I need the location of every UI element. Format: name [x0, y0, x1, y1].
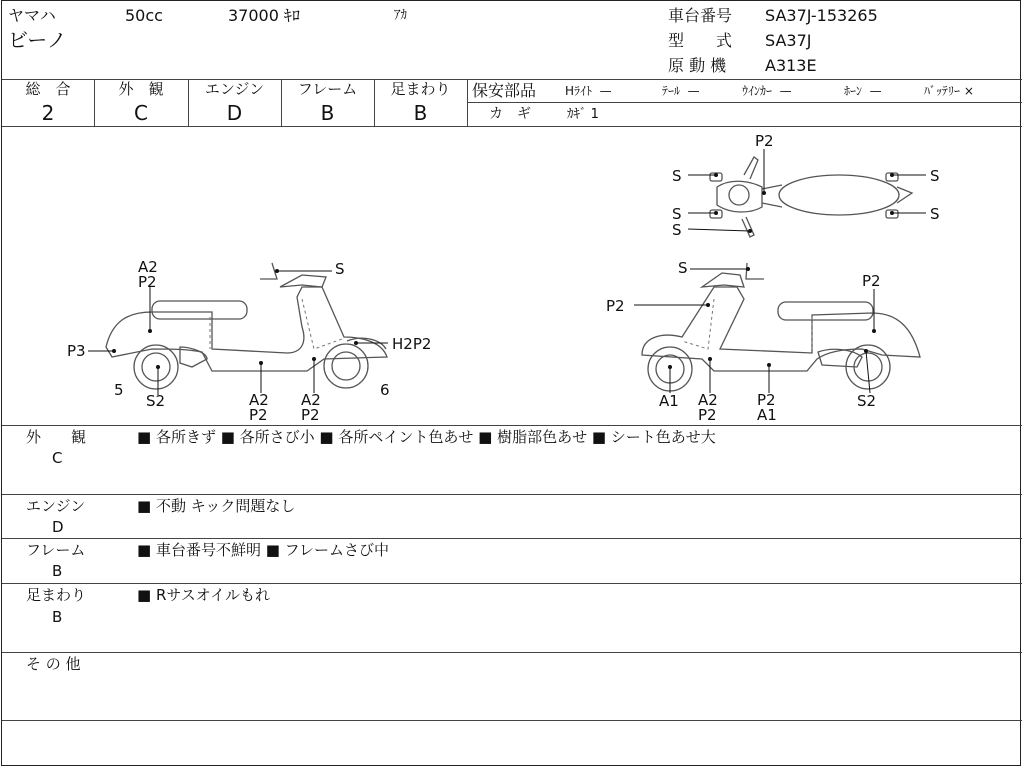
type-label: 型 式: [668, 31, 733, 50]
diagram-label: P2: [138, 273, 157, 291]
diagram-label: A1: [757, 406, 777, 424]
diagram-label: S: [930, 167, 940, 185]
remark-label: 外 観: [26, 428, 87, 446]
diagram-label: P3: [67, 342, 86, 360]
suspension-grade: B: [413, 101, 428, 125]
diagram-label: S: [335, 260, 345, 278]
diagram-label: P2: [698, 406, 717, 424]
type-value: SA37J: [765, 31, 812, 50]
diagram-label: A2: [138, 258, 158, 276]
divider: [2, 720, 1022, 721]
diagram-label: 5: [114, 381, 124, 399]
engine-grade: D: [226, 101, 243, 125]
diagram-label: P2: [757, 391, 776, 409]
frame-number: SA37J-153265: [765, 6, 878, 25]
remark-text: ■ 不動 キック問題なし: [137, 497, 296, 515]
diagram-label: P2: [249, 406, 268, 424]
frame-grade-label: フレーム: [297, 80, 358, 98]
exterior-grade-label: 外 観: [118, 80, 164, 98]
diagram-label: S: [672, 167, 682, 185]
frame-number-label: 車台番号: [668, 6, 733, 25]
remark-label: そ の 他: [26, 655, 81, 673]
mileage: 37000 ｷﾛ: [228, 6, 300, 25]
model-name: ビーノ: [8, 28, 67, 52]
leader-lines: [88, 149, 926, 395]
damage-points: [112, 173, 894, 369]
safety-item-winker: ｳｲﾝｶｰ —: [742, 84, 792, 98]
overall-grade: 2: [41, 101, 55, 125]
diagram-label: 6: [380, 381, 390, 399]
remark-grade: B: [52, 562, 63, 580]
overall-grade-label: 総 合: [25, 80, 71, 98]
divider: [467, 102, 1022, 103]
displacement: 50cc: [125, 6, 163, 25]
remark-text: ■ 各所きず ■ 各所さび小 ■ 各所ペイント色あせ ■ 樹脂部色あせ ■ シート色あせ大: [137, 428, 716, 446]
remark-grade: B: [52, 608, 63, 626]
key-value: ｶｷﾞ 1: [567, 107, 599, 122]
remark-label: エンジン: [26, 497, 86, 515]
divider: [467, 79, 468, 126]
maker: ヤマハ: [8, 6, 56, 25]
diagram-label: S: [930, 205, 940, 223]
remark-label: 足まわり: [26, 586, 87, 604]
diagram-label: A1: [659, 392, 679, 410]
diagram-label: H2P2: [392, 335, 432, 353]
remark-label: フレーム: [26, 541, 86, 559]
engine-model-label: 原 動 機: [668, 56, 727, 75]
safety-item-horn: ﾎｰﾝ —: [844, 84, 882, 98]
frame-grade: B: [320, 101, 335, 125]
remark-grade: C: [52, 449, 63, 467]
scooter-top-view: [710, 157, 912, 237]
remark-text: ■ 車台番号不鮮明 ■ フレームさび中: [137, 541, 390, 559]
inspection-sheet: [1, 0, 1021, 766]
divider: [2, 538, 1022, 539]
safety-item-battery: ﾊﾞｯﾃﾘｰ ×: [924, 84, 974, 98]
diagram-label: P2: [606, 297, 625, 315]
diagram-label: P2: [301, 406, 320, 424]
diagram-label: A2: [301, 391, 321, 409]
diagram-label: P2: [755, 132, 774, 150]
diagram-label: P2: [862, 272, 881, 290]
divider: [2, 494, 1022, 495]
remark-text: ■ Rサスオイルもれ: [137, 586, 271, 604]
safety-item-tail: ﾃｰﾙ —: [662, 84, 700, 98]
key-label: カ ギ: [489, 106, 531, 122]
diagram-label: S2: [146, 392, 166, 410]
diagram-label: A2: [249, 391, 269, 409]
exterior-grade: C: [134, 101, 148, 125]
divider: [2, 652, 1022, 653]
diagram-label: A2: [698, 391, 718, 409]
suspension-grade-label: 足まわり: [390, 80, 451, 98]
engine-model: A313E: [765, 56, 817, 75]
safety-item-headlight: Hﾗｲﾄ —: [565, 84, 612, 98]
scooter-damage-diagram: [2, 127, 1022, 425]
divider: [2, 425, 1022, 426]
diagram-label: S: [672, 205, 682, 223]
divider: [2, 583, 1022, 584]
safety-parts-label: 保安部品: [472, 81, 537, 100]
diagram-label: S2: [857, 392, 877, 410]
diagram-label: S: [672, 221, 682, 239]
engine-grade-label: エンジン: [204, 80, 265, 98]
diagram-label: S: [678, 259, 688, 277]
remark-grade: D: [52, 518, 64, 536]
color: ｱｶ: [394, 8, 407, 23]
